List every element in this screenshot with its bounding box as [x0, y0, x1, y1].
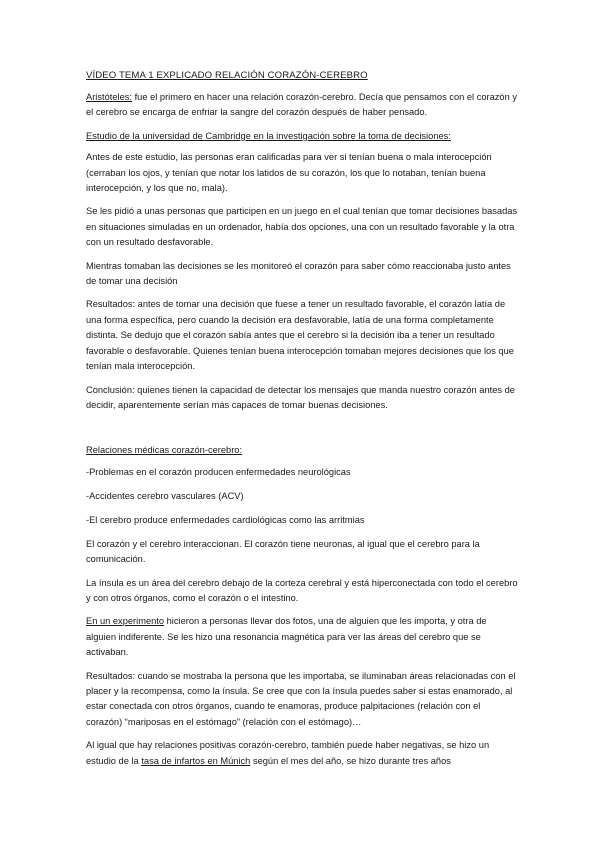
relaciones-heading: Relaciones médicas corazón-cerebro:: [86, 445, 243, 456]
paragraph-conclusion: Conclusión: quienes tienen la capacidad de detectar los mensajes que manda nuestro corazón antes de decidir, aparentemente serían más capaces de tomar buenas decisiones.: [86, 384, 515, 410]
infartos-text-start: Al igual que hay relaciones positivas corazón-cerebro, también puede haber negativas, se hizo un estudio de la: [86, 740, 490, 766]
cambridge-heading: Estudio de la universidad de Cambridge en la investigación sobre la toma de decisiones:: [86, 130, 451, 141]
paragraph-juego: Se les pidió a unas personas que participen en un juego en el cual tenían que tomar decisiones basadas en situaciones simuladas en un ordenador, había dos opciones, una con un resultado favorable y la otra con un resultado desfavorable.: [86, 206, 518, 248]
list-item: -Accidentes cerebro vasculares (ACV): [86, 490, 244, 501]
list-item: -Problemas en el corazón producen enfermedades neurológicas: [86, 466, 351, 477]
document-title: VÍDEO TEMA 1 EXPLICADO RELACIÓN CORAZÓN-CEREBRO: [86, 70, 368, 81]
list-item: -El cerebro produce enfermedades cardiológicas como las arritmias: [86, 514, 365, 525]
paragraph-resultados-experimento: Resultados: cuando se mostraba la persona que les importaba, se iluminaban áreas relacionadas con el placer y la recompensa, como la ínsula. Se cree que con la ínsula puedes saber si estas enamorado, al estar conectada con otros órganos, cuando te enamoras, produce palpitaciones (relación con el corazón) “mariposas en el estómago” (relación con el estómago)…: [86, 670, 516, 727]
experimento-paragraph: [86, 614, 519, 660]
aristoteles-label: Aristóteles:: [86, 92, 132, 102]
experimento-text: hicieron a personas llevar dos fotos, una de alguien que les importa, y otra de alguien indiferente. Se les hizo una resonancia magnética para ver las áreas del cerebro que se activaban.: [86, 616, 487, 658]
aristoteles-text: fue el primero en hacer una relación corazón-cerebro. Decía que pensamos con el corazón y el cerebro se encarga de enfriar la sangre del corazón después de haber pensado.: [86, 92, 517, 118]
paragraph-antes: Antes de este estudio, las personas eran calificadas para ver si tenían buena o mala interocepción (cerraban los ojos, y tenían que notar los latidos de su corazón, los que lo notaban, tenían buena interocepción, y los que no, mala).: [86, 152, 492, 194]
paragraph-resultados-cambridge: Resultados: antes de tomar una decisión que fuese a tener un resultado favorable, el corazón latía de una forma específica, pero cuando la decisión era desfavorable, latía de una forma completamente distinta. Se dedujo que el corazón sabía antes que el cerebro si la decisión iba a tener un resultado favorable o desfavorable. Quienes tenían buena interocepción tomaban mejores decisiones que los que tenían mala interocepción.: [86, 299, 514, 372]
paragraph-insula: La ínsula es un área del cerebro debajo de la corteza cerebral y está hiperconectada con todo el cerebro y con otros órganos, como el corazón o el intestino.: [86, 577, 518, 603]
infartos-text-end: según el mes del año, se hizo durante tres años: [250, 755, 451, 766]
infartos-underlined: tasa de infartos en Múnich: [141, 755, 251, 766]
paragraph-monitoreo: Mientras tomaban las decisiones se les monitoreó el corazón para saber cómo reaccionaba justo antes de tomar una decisión: [86, 260, 511, 287]
paragraph-interaccionan: El corazón y el cerebro interaccionan. El corazón tiene neuronas, al igual que el cerebro para la comunicación.: [86, 538, 480, 565]
section-spacer: [86, 421, 519, 443]
aristoteles-paragraph: [86, 90, 519, 121]
experimento-label: En un experimento: [86, 616, 165, 627]
paragraph-infartos: [86, 738, 519, 769]
